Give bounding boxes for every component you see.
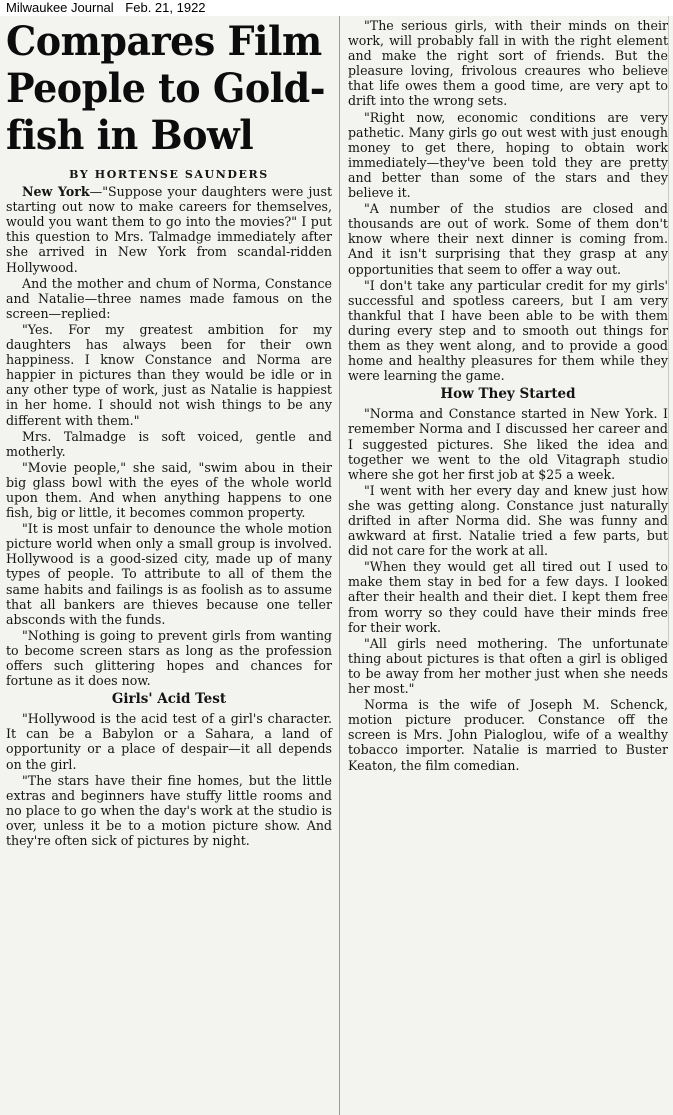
paragraph: "Right now, economic conditions are very pathetic. Many girls go out west with just enough money to get there, hoping to obtain work immediately—they've been told they are pretty and better than some of the stars and they believe it. [348,109,668,201]
paragraph: "The stars have their fine homes, but the little extras and beginners have stuffy little rooms and no place to go when the day's work at the studio is over, unless it be to a motion picture show. And they're often sick of pictures by night. [6,772,332,849]
paragraph: "All girls need mothering. The unfortunate thing about pictures is that often a girl is obliged to be away from her mother just when she needs her most." [348,635,668,697]
paragraph: And the mother and chum of Norma, Constance and Natalie—three names made famous on the screen—replied: [6,275,332,321]
paragraph: "Nothing is going to prevent girls from wanting to become screen stars as long as the profession offers such glittering hopes and chances for fortune as it does now. [6,627,332,689]
paragraph: "Hollywood is the acid test of a girl's character. It can be a Babylon or a Sahara, a land of opportunity or a place of despair—it all depends on the girl. [6,711,332,772]
subheading-how-they-started: How They Started [440,386,576,403]
paragraph: "The serious girls, with their minds on their work, will probably fall in with the right element and make the right sort of friends. But the pleasure loving, frivolous creaures who believe that life owes them a good time, are very apt to drift into the wrong sets. [348,18,668,109]
paragraph: New York—"Suppose your daughters were just starting out now to make careers for themselves, would you want them to go into the movies?" I put this question to Mrs. Talmadge immediately after she arrived in New York from scandal-ridden Hollywood. [6,184,333,275]
subheading-girls-acid-test: Girls' Acid Test [111,691,227,708]
paragraph: "When they would get all tired out I used to make them stay in bed for a few days. I looked after their health and their diet. I kept them free from worry so they could have their minds free for their work. [348,559,668,635]
paragraph: "Movie people," she said, "swim abou in their big glass bowl with the eyes of the whole world upon them. And when anything happens to one fish, big or little, it becomes common property. [6,459,332,521]
paragraph: "I went with her every day and knew just how she was getting along. Constance just naturally drifted in after Norma did. She was funny and awkward at first. Natalie tried a few parts, but did not care for the work at all. [348,482,668,559]
paragraph: "A number of the studios are closed and thousands are out of work. Some of them don't know where their next dinner is coming from. And it isn't surprising that they grasp at any opportunities that seem to offer a way out. [348,201,668,277]
headline-line: People to Gold- [6,65,326,112]
right-column [348,18,668,774]
paragraph: "Norma and Constance started in New York. I remember Norma and I discussed her career and I suggested pictures. She liked the idea and together we went to the old Vitagraph studio where she got her first job at $25 a week. [348,406,668,482]
paragraph: "I don't take any particular credit for my girls' successful and spotless careers, but I am very thankful that I have been able to be with them during every step and to smooth out things for them as they went along, and to provide a good home and healthy pleasures for them while they were learning the game. [348,277,668,384]
headline [6,18,326,159]
paragraph: Mrs. Talmadge is soft voiced, gentle and motherly. [6,428,332,459]
paragraph: Norma is the wife of Joseph M. Schenck, motion picture producer. Constance off the screen is Mrs. John Pialoglou, wife of a wealthy tobacco importer. Natalie is married to Buster Keaton, the film comedian. [348,697,668,773]
byline: BY HORTENSE SAUNDERS [69,168,269,181]
publication-name: Milwaukee Journal [6,0,114,15]
left-column [6,18,332,849]
column-divider [339,16,340,1115]
dateline: New York [22,184,90,200]
headline-line: Compares Film [6,18,322,65]
publication-date: Feb. 21, 1922 [125,0,206,15]
clipping-edge [668,16,669,646]
paragraph: "It is most unfair to denounce the whole motion picture world when only a small group is involved. Hollywood is a good-sized city, made up of many types of people. To attribute to all of them the same habits and failings is as foolish as to assume that all bankers are thieves because one teller absconds with the funds. [6,521,332,627]
headline-line: fish in Bowl [6,112,254,159]
masthead [0,0,673,16]
paragraph: "Yes. For my greatest ambition for my daughters has always been for their own happiness. I know Constance and Norma are happier in pictures than they would be idle or in any other type of work, just as Natalie is happiest in her home. I should not wish things to be any different with them." [6,321,332,428]
